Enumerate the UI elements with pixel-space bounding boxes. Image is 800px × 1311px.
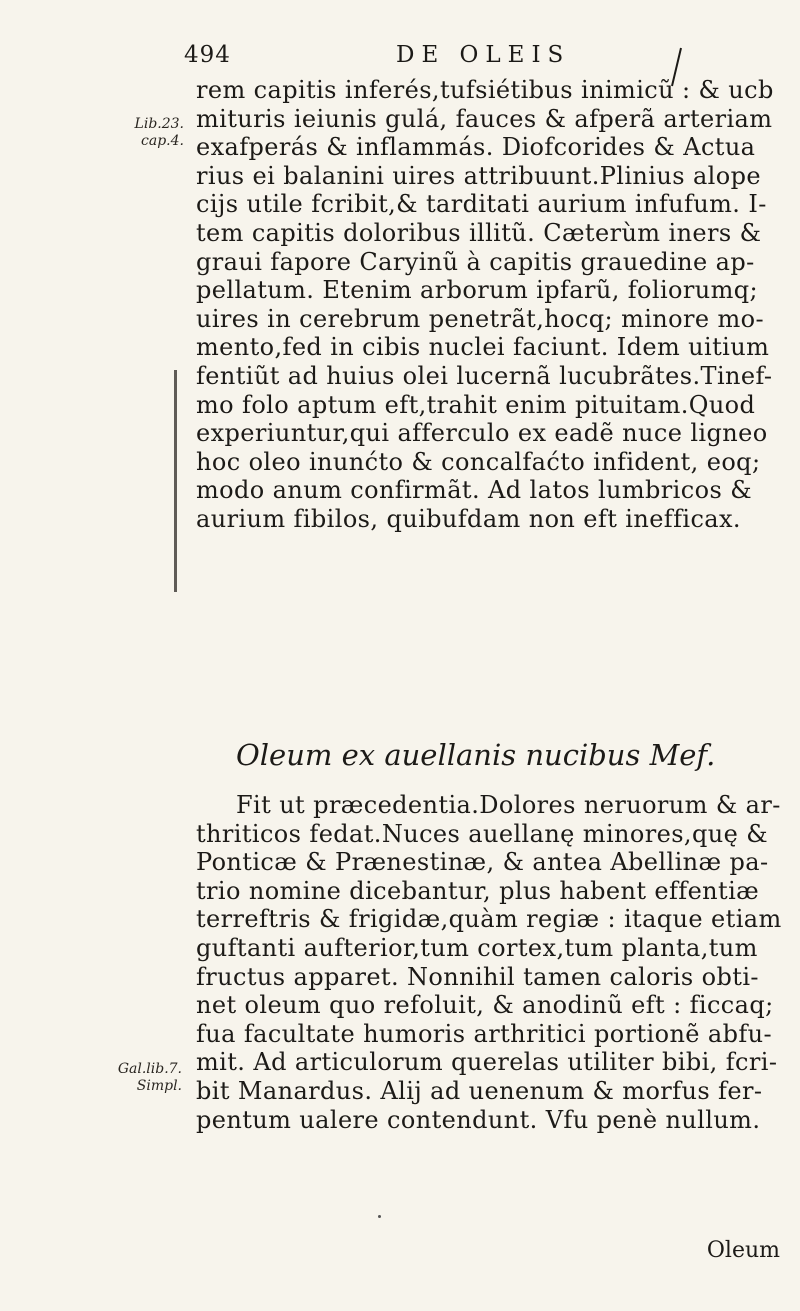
text-line: net oleum quo refoluit, & anodinũ eft : ficcaq; <box>196 991 774 1020</box>
text-line: fructus apparet. Nonnihil tamen caloris obti- <box>196 962 759 991</box>
margin-note-line: cap.4. <box>141 133 184 149</box>
text-line: mo folo aptum eft,trahit enim pituitam.Quod <box>196 390 756 419</box>
text-line: terreftris & frigidæ,quàm regiæ : itaque etiam <box>196 905 782 934</box>
text-line: Fit ut præcedentia.Dolores neruorum & ar- <box>236 791 781 819</box>
running-head: DE OLEIS <box>396 42 571 68</box>
margin-rule <box>174 370 177 592</box>
text-line: hoc oleo inunćto & concalfaćto infident, eoq; <box>196 447 761 476</box>
text-line: uires in cerebrum penetrãt,hocq; minore mo- <box>196 304 765 333</box>
text-line: aurium fibilos, quibufdam non eft inefficax. <box>196 504 741 533</box>
catchword: Oleum <box>706 1238 780 1263</box>
text-line: rem capitis inferés,tufsiétibus inimicũ : & ucb <box>196 76 774 104</box>
text-line: bit Manardus. Alij ad uenenum & morfus fer- <box>196 1076 763 1105</box>
margin-note-line: Lib.23. <box>134 116 184 132</box>
ink-speck <box>378 1215 381 1218</box>
text-line: mit. Ad articulorum querelas utiliter bibi, fcri- <box>196 1048 778 1077</box>
margin-note-1 <box>16 116 184 150</box>
text-block-1 <box>196 76 796 534</box>
text-line: mento,fed in cibis nuclei faciunt. Idem uitium <box>196 333 770 362</box>
text-line: modo anum confirmãt. Ad latos lumbricos & <box>196 476 752 505</box>
text-line: Ponticæ & Prænestinæ, & antea Abellinæ pa- <box>196 848 769 877</box>
text-line: exafperás & inflammás. Diofcorides & Actua <box>196 133 756 162</box>
text-line: thriticos fedat.Nuces auellanę minores,quę & <box>196 819 768 848</box>
text-line: mituris ieiunis gulá, fauces & afperã arteriam <box>196 104 773 133</box>
text-line: rius ei balanini uires attribuunt.Plinius alope <box>196 161 761 190</box>
text-line: fua facultate humoris arthritici portionẽ abfu- <box>196 1019 773 1048</box>
text-line: experiuntur,qui afferculo ex eadẽ nuce ligneo <box>196 419 768 448</box>
margin-note-line: Gal.lib.7. <box>117 1061 182 1077</box>
text-line: fentiũt ad huius olei lucernã lucubrãtes.Tinef- <box>196 361 773 390</box>
text-line: trio nomine dicebantur, plus habent effentiæ <box>196 876 760 905</box>
text-line: guftanti aufterior,tum cortex,tum planta,tum <box>196 933 758 962</box>
section-heading: Oleum ex auellanis nucibus Mef. <box>236 738 716 772</box>
margin-note-2 <box>52 1061 182 1095</box>
page-header <box>176 40 786 80</box>
text-line: graui fapore Caryinũ à capitis grauedine ap- <box>196 247 755 276</box>
text-line: pellatum. Etenim arborum ipfarũ, foliorumq; <box>196 276 759 305</box>
page-number: 494 <box>184 42 231 68</box>
margin-note-line: Simpl. <box>136 1078 182 1094</box>
text-block-2 <box>196 791 796 1134</box>
text-line: tem capitis doloribus illitũ. Cæterùm iners & <box>196 218 762 247</box>
text-line: cijs utile fcribit,& tarditati aurium infufum. I- <box>196 190 767 219</box>
text-line: pentum ualere contendunt. Vfu penè nullum. <box>196 1105 761 1134</box>
